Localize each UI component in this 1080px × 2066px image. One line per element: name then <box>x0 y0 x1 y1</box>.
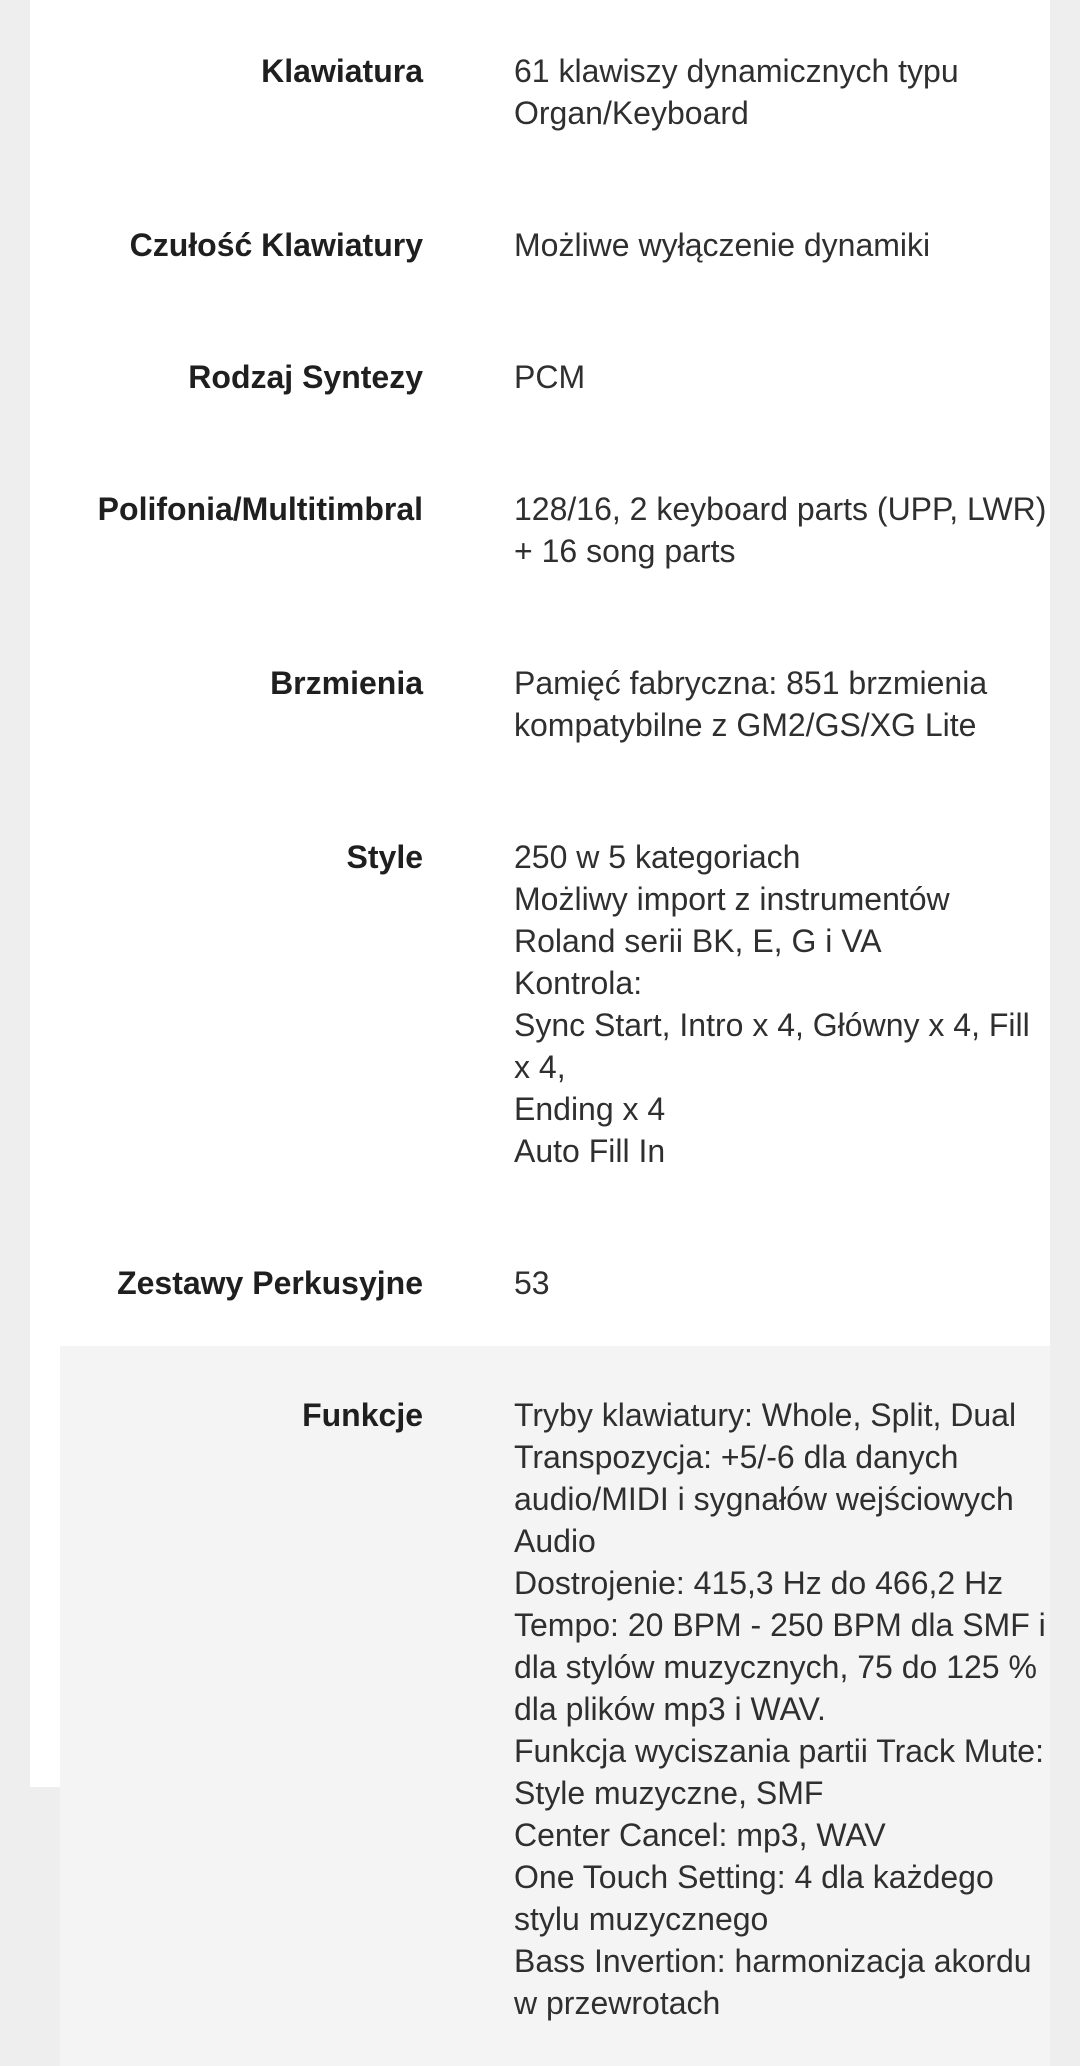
spec-label: Klawiatura <box>261 53 423 89</box>
spec-row-czulosc-klawiatury <box>60 176 1050 308</box>
spec-row-polifonia <box>60 440 1050 614</box>
spec-label: Brzmienia <box>270 665 423 701</box>
spec-row-rodzaj-syntezy <box>60 308 1050 440</box>
spec-row-funkcje <box>60 1346 1050 2066</box>
spec-row-klawiatura <box>60 0 1050 176</box>
spec-value <box>514 1394 1050 2024</box>
spec-label: Rodzaj Syntezy <box>188 359 423 395</box>
spec-value-line: 61 klawiszy dynamicznych typu Organ/Keyboard <box>514 53 959 131</box>
spec-value <box>514 50 1050 134</box>
spec-value-line: One Touch Setting: 4 dla każdego stylu muzycznego <box>514 1859 994 1937</box>
spec-value-line: Możliwe wyłączenie dynamiki <box>514 227 931 263</box>
spec-value-line: 128/16, 2 keyboard parts (UPP, LWR) + 16 song parts <box>514 491 1047 569</box>
spec-value-line: Możliwy import z instrumentów Roland serii BK, E, G i VA <box>514 881 950 959</box>
spec-table <box>60 0 1050 2066</box>
spec-value-line: Tryby klawiatury: Whole, Split, Dual <box>514 1397 1017 1433</box>
spec-value-line: PCM <box>514 359 586 395</box>
spec-value <box>514 836 1050 1172</box>
page-container <box>30 0 1050 2021</box>
spec-value <box>514 1262 1050 1304</box>
spec-value-line: 53 <box>514 1265 550 1301</box>
spec-row-zestawy-perkusyjne <box>60 1214 1050 1346</box>
spec-value-line: Dostrojenie: 415,3 Hz do 466,2 Hz <box>514 1565 1004 1601</box>
spec-value-line: 250 w 5 kategoriach <box>514 839 801 875</box>
spec-label: Polifonia/Multitimbral <box>97 491 423 527</box>
spec-value-line: Ending x 4 <box>514 1091 666 1127</box>
spec-value-line: Tempo: 20 BPM - 250 BPM dla SMF i dla stylów muzycznych, 75 do 125 % dla plików mp3 i WAV. <box>514 1607 1046 1727</box>
spec-value-line: Bass Invertion: harmonizacja akordu w przewrotach <box>514 1943 1032 2021</box>
spec-value-line: Pamięć fabryczna: 851 brzmienia kompatybilne z GM2/GS/XG Lite <box>514 665 988 743</box>
spec-label: Zestawy Perkusyjne <box>117 1265 423 1301</box>
spec-row-brzmienia <box>60 614 1050 788</box>
spec-label: Funkcje <box>302 1397 423 1433</box>
spec-label: Style <box>346 839 423 875</box>
spec-value <box>514 662 1050 746</box>
spec-value <box>514 356 1050 398</box>
spec-value-line: Kontrola: <box>514 965 643 1001</box>
spec-label: Czułość Klawiatury <box>129 227 423 263</box>
spec-value-line: Auto Fill In <box>514 1133 666 1169</box>
spec-value <box>514 224 1050 266</box>
spec-value <box>514 488 1050 572</box>
spec-row-style <box>60 788 1050 1214</box>
spec-value-line: Funkcja wyciszania partii Track Mute: Style muzyczne, SMF <box>514 1733 1044 1811</box>
spec-value-line: Center Cancel: mp3, WAV <box>514 1817 886 1853</box>
spec-value-line: Transpozycja: +5/-6 dla danych audio/MIDI i sygnałów wejściowych Audio <box>514 1439 1014 1559</box>
spec-value-line: Sync Start, Intro x 4, Główny x 4, Fill x 4, <box>514 1007 1030 1085</box>
